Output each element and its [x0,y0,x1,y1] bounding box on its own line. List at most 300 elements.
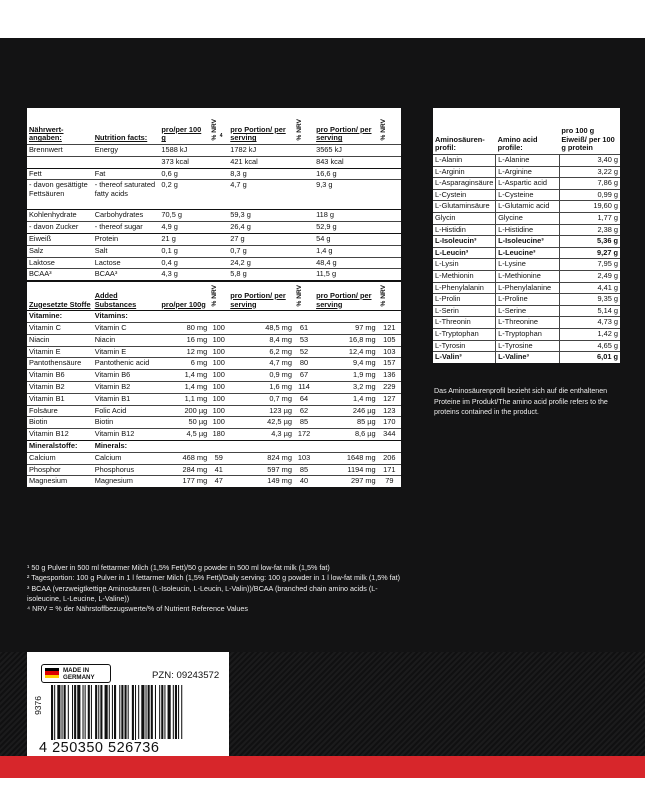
header-en: Nutrition facts: [94,133,148,143]
barcode-bar [62,685,63,739]
value-per-100g: 0,1 g [159,245,209,257]
amino-value: 19,60 g [559,201,620,213]
nutrition-row [27,464,401,476]
header2-de: Zugesetzte Stoffe [27,281,93,311]
barcode-bar [135,685,136,747]
amino-row [433,282,620,294]
header2-en: Added Substances [93,281,160,311]
value-per-100g: 0,4 g [159,257,209,269]
value-serving1: 824 mg [228,452,294,464]
nrv-serving1: 85 [294,417,314,429]
value-serving1: 4,7 mg [228,358,294,370]
nrv-cell [378,257,401,269]
nutrient-name-en: Vitamin C [93,322,160,334]
amino-header-row [433,108,620,155]
nrv-cell [294,269,314,281]
nutrient-name-de: Salz [27,245,93,257]
nrv-cell [209,257,228,269]
value-serving1: 4,7 g [228,180,294,210]
value-per-100g: 468 mg [159,452,209,464]
empty-cell [159,311,209,323]
header2-nrv [209,281,228,311]
barcode-bar [112,685,113,739]
amino-name-en: L-Isoleucine³ [496,236,560,248]
header-serving2: pro Portion/ per serving [316,124,372,143]
section-label-en: Minerals: [93,440,160,452]
amino-value: 9,35 g [559,294,620,306]
value-per-100g: 50 µg [159,417,209,429]
barcode-bar [77,685,80,739]
nrv-cell [209,245,228,257]
nutrient-name-de: Biotin [27,417,93,429]
barcode-label [27,652,229,756]
nrv-serving1: 62 [294,405,314,417]
nutrient-name-de: Eiweiß [27,233,93,245]
nutrition-row [27,180,401,210]
header2-nrv2 [378,281,401,311]
nrv-serving2: 171 [378,464,401,476]
nutrition-row [27,381,401,393]
amino-name-de: L-Methionin [433,270,496,282]
value-per-100g: 373 kcal [159,156,209,168]
section-label-row [27,440,401,452]
nrv-100g: 59 [209,452,228,464]
nrv-serving2: 344 [378,429,401,441]
nutrient-name-en: BCAA³ [93,269,160,281]
nutrient-name-de: Laktose [27,257,93,269]
nrv-cell [294,168,314,180]
nrv-serving1: 53 [294,334,314,346]
amino-acid-note: Das Aminosäurenprofil bezieht sich auf die enthaltenen Proteine im Produkt/The amino acid profile refers to the proteins contained in the product. [434,387,608,416]
nutrient-name-de: Phosphor [27,464,93,476]
amino-name-en: L-Histidine [496,224,560,236]
ean-number: 4 250350 526736 [39,740,160,756]
amino-name-de: L-Asparaginsäure [433,178,496,190]
nutrient-name-en: Folic Acid [93,405,160,417]
value-serving2: 12,4 mg [314,346,378,358]
amino-name-de: L-Glutaminsäure [433,201,496,213]
made-in-text: MADE IN GERMANY [63,667,95,681]
value-per-100g: 6 mg [159,358,209,370]
value-serving1: 8,4 mg [228,334,294,346]
added-substances-header-row [27,281,401,311]
amino-name-de: Glycin [433,212,496,224]
amino-acid-table [433,108,620,363]
nrv-100g: 100 [209,322,228,334]
amino-value: 0,99 g [559,189,620,201]
value-per-100g: 284 mg [159,464,209,476]
footnotes [27,563,401,614]
nutrient-name-de: Vitamin B12 [27,429,93,441]
value-serving2: 97 mg [314,322,378,334]
barcode-bar [74,685,76,739]
value-per-100g: 12 mg [159,346,209,358]
nutrition-row [27,322,401,334]
nutrition-row [27,429,401,441]
nrv-serving2: 121 [378,322,401,334]
nutrition-header-row [27,108,401,145]
amino-name-en: Glycine [496,212,560,224]
nrv-serving1: 103 [294,452,314,464]
amino-name-en: L-Lysine [496,259,560,271]
amino-name-de: L-Tryptophan [433,328,496,340]
nrv-serving2: 105 [378,334,401,346]
nrv-cell [378,269,401,281]
amino-name-en: L-Tyrosine [496,340,560,352]
amino-value: 3,40 g [559,155,620,167]
nrv-cell [294,222,314,234]
nutrition-row [27,370,401,382]
header-nrv: % NRV $^4$ [211,118,223,141]
amino-row [433,270,620,282]
nrv-100g: 100 [209,417,228,429]
nutrient-name-en: Pantothenic acid [93,358,160,370]
barcode-bar [100,685,102,739]
nutrient-name-de: Vitamin B2 [27,381,93,393]
amino-name-en: L-Threonine [496,317,560,329]
nrv-100g: 100 [209,334,228,346]
amino-name-en: L-Aspartic acid [496,178,560,190]
nutrient-name-de: Magnesium [27,476,93,487]
barcode-bar [98,685,99,739]
value-serving2: 9,3 g [314,180,378,210]
barcode-bar [141,685,144,739]
barcode-bar [175,685,177,739]
nutrition-row [27,145,401,157]
nutrition-table [27,108,401,487]
empty-cell [209,311,228,323]
nrv-cell [378,168,401,180]
barcode-bar [164,685,165,739]
value-serving1: 149 mg [228,476,294,487]
value-per-100g: 0,2 g [159,180,209,210]
amino-name-de: L-Prolin [433,294,496,306]
section-label-de: Vitamine: [27,311,93,323]
nrv-cell [294,233,314,245]
nrv-cell [209,156,228,168]
barcode-bar [64,685,66,739]
nrv-100g: 100 [209,393,228,405]
nutrient-name-de: Vitamin E [27,346,93,358]
nrv-cell [209,222,228,234]
nrv-serving1: 85 [294,464,314,476]
amino-name-de: L-Lysin [433,259,496,271]
nutrition-row [27,168,401,180]
value-serving1: 4,3 µg [228,429,294,441]
amino-name-de: L-Valin³ [433,352,496,363]
barcode-bar [91,685,92,739]
amino-row [433,189,620,201]
amino-row [433,340,620,352]
nrv-label: % NRV [379,118,387,141]
nutrition-row [27,405,401,417]
nutrient-name-de: Vitamin B6 [27,370,93,382]
nrv-cell [378,180,401,210]
barcode-bar [68,685,69,739]
nrv-serving1: 61 [294,322,314,334]
header-per100: pro/per 100 g [161,124,202,143]
barcode-bar [72,685,73,739]
barcode-bar [83,685,84,739]
nrv-cell [378,233,401,245]
amino-header-de: Aminosäuren-profil: [435,134,485,153]
amino-row [433,224,620,236]
nrv-cell [294,145,314,157]
nrv-cell [294,210,314,222]
barcode-bar [54,685,55,747]
value-per-100g: 177 mg [159,476,209,487]
nrv-cell [294,156,314,168]
barcode-bar [138,685,139,739]
nutrition-row [27,452,401,464]
amino-value: 1,77 g [559,212,620,224]
nrv-label: % NRV [379,285,387,307]
barcode-bar [109,685,110,739]
header-de: Nährwert-angaben: [29,124,64,143]
nutrition-row [27,257,401,269]
nrv-100g: 100 [209,405,228,417]
nutrient-name-en: Protein [93,233,160,245]
nutrient-name-de: Pantothensäure [27,358,93,370]
nrv-cell [378,145,401,157]
empty-cell [294,311,314,323]
section-label-row [27,311,401,323]
amino-row [433,212,620,224]
amino-value: 4,65 g [559,340,620,352]
amino-row [433,259,620,271]
amino-name-de: L-Cystein [433,189,496,201]
nutrient-name-en: Calcium [93,452,160,464]
amino-name-en: L-Cysteine [496,189,560,201]
nutrient-name-en: Phosphorus [93,464,160,476]
german-flag-icon [45,668,59,678]
nutrition-row [27,222,401,234]
amino-value: 5,36 g [559,236,620,248]
nutrient-name-en: Lactose [93,257,160,269]
nutrient-name-en: Magnesium [93,476,160,487]
amino-row [433,155,620,167]
nutrient-name-de: Brennwert [27,145,93,157]
nutrient-name-en: Niacin [93,334,160,346]
amino-name-en: L-Serine [496,305,560,317]
barcode-bar [181,685,182,739]
value-serving1: 1,6 mg [228,381,294,393]
empty-cell [378,440,401,452]
nutrition-row [27,269,401,281]
empty-cell [294,440,314,452]
nutrient-name-en: Fat [93,168,160,180]
nrv-cell [294,245,314,257]
amino-name-en: L-Methionine [496,270,560,282]
nutrition-row [27,346,401,358]
amino-value: 7,86 g [559,178,620,190]
empty-cell [209,440,228,452]
value-serving1: 27 g [228,233,294,245]
value-serving2: 8,6 µg [314,429,378,441]
nutrition-row [27,334,401,346]
value-serving1: 5,8 g [228,269,294,281]
amino-name-en: L-Alanine [496,155,560,167]
nutrient-name-en: Vitamin B12 [93,429,160,441]
nutrient-name-en: Vitamin B6 [93,370,160,382]
value-per-100g: 1588 kJ [159,145,209,157]
footnote-3: ³ BCAA (verzweigtkettige Aminosäuren (L-Isoleucin, L-Leucin, L-Valin))/BCAA (branched chain amino acids (L-isoleucine, L-Leucine, L-Valine)) [27,583,378,603]
value-per-100g: 21 g [159,233,209,245]
nrv-cell [209,180,228,210]
nutrient-name-en: Biotin [93,417,160,429]
value-serving2: 1194 mg [314,464,378,476]
header2-serving2: pro Portion/ per serving [314,281,378,311]
nrv-serving2: 170 [378,417,401,429]
amino-row [433,328,620,340]
value-serving1: 0,7 g [228,245,294,257]
value-serving1: 421 kcal [228,156,294,168]
nrv-serving1: 64 [294,393,314,405]
amino-name-en: L-Proline [496,294,560,306]
nrv-serving2: 229 [378,381,401,393]
nutrient-name-en: Vitamin B1 [93,393,160,405]
barcode-bar [114,685,116,739]
nutrient-name-en: Carbohydrates [93,210,160,222]
nrv-100g: 100 [209,370,228,382]
nutrient-name-en: - thereof saturated fatty acids [93,180,160,210]
amino-header-per: pro 100 g Eiweiß/ per 100 g protein [561,126,615,153]
footnote-1: ¹ 50 g Pulver in 500 ml fettarmer Milch (1,5% Fett)/50 g powder in 500 ml low-fat milk (1,5% fat) [27,563,330,572]
nrv-100g: 180 [209,429,228,441]
nutrient-name-de: Calcium [27,452,93,464]
value-serving2: 16,8 mg [314,334,378,346]
barcode-bar [161,685,163,739]
amino-value: 2,38 g [559,224,620,236]
empty-cell [314,440,378,452]
nrv-100g: 100 [209,358,228,370]
nrv-serving2: 123 [378,405,401,417]
value-serving1: 8,3 g [228,168,294,180]
amino-value: 5,14 g [559,305,620,317]
nutrient-name-en: Salt [93,245,160,257]
nutrition-row [27,210,401,222]
nrv-100g: 41 [209,464,228,476]
pzn-number: PZN: 09243572 [152,670,220,681]
nrv-serving2: 157 [378,358,401,370]
value-serving1: 26,4 g [228,222,294,234]
barcode-bar [88,685,90,739]
nrv-100g: 100 [209,346,228,358]
nutrient-name-de: Kohlenhydrate [27,210,93,222]
value-serving2: 54 g [314,233,378,245]
nrv-label: % NRV [295,285,303,307]
barcode-bar [125,685,127,739]
header2-nrv1 [294,281,314,311]
barcode-bar [178,685,179,739]
barcode-bar [128,685,129,739]
amino-value: 4,41 g [559,282,620,294]
nrv-cell [294,257,314,269]
value-per-100g: 1,1 mg [159,393,209,405]
red-stripe [0,756,645,778]
nutrient-name-de: - davon Zucker [27,222,93,234]
nrv-serving2: 127 [378,393,401,405]
nrv-cell [209,168,228,180]
nutrition-row [27,358,401,370]
value-serving2: 9,4 mg [314,358,378,370]
amino-value: 7,95 g [559,259,620,271]
empty-cell [228,311,294,323]
nutrition-row [27,233,401,245]
barcode-bar [168,685,171,739]
header-serving1: pro Portion/ per serving [230,124,286,143]
amino-value: 9,27 g [559,247,620,259]
nutrient-name-en: Vitamin B2 [93,381,160,393]
barcode-bar [85,685,86,739]
nrv-serving1: 52 [294,346,314,358]
nutrient-name-de: Fett [27,168,93,180]
nutrition-row [27,476,401,487]
nrv-cell [378,245,401,257]
value-serving2: 1,9 mg [314,370,378,382]
barcode-bar [146,685,147,739]
value-serving1: 123 µg [228,405,294,417]
nrv-serving1: 80 [294,358,314,370]
value-per-100g: 200 µg [159,405,209,417]
nrv-label: % NRV [295,118,303,141]
amino-row [433,317,620,329]
nrv-label: % NRV [211,118,219,141]
barcode-bars [47,685,223,747]
value-serving1: 48,5 mg [228,322,294,334]
made-in-germany-badge [41,664,111,683]
value-per-100g: 4,3 g [159,269,209,281]
value-serving2: 3,2 mg [314,381,378,393]
barcode-bar [173,685,174,739]
value-per-100g: 16 mg [159,334,209,346]
barcode-bar [151,685,153,739]
amino-name-en: L-Leucine³ [496,247,560,259]
footnote-4: ⁴ NRV = % der Nährstoffbezugswerte/% of Nutrient Reference Values [27,604,249,614]
barcode-bar [95,685,97,739]
nrv-100g: 47 [209,476,228,487]
amino-name-de: L-Leucin³ [433,247,496,259]
nrv-cell [378,210,401,222]
amino-name-de: L-Histidin [433,224,496,236]
nrv-serving2: 206 [378,452,401,464]
nutrient-name-de: Vitamin B1 [27,393,93,405]
value-serving1: 6,2 mg [228,346,294,358]
header-nrv1 [294,108,314,145]
nutrient-name-de: Niacin [27,334,93,346]
value-serving1: 597 mg [228,464,294,476]
amino-name-en: L-Valine³ [496,352,560,363]
amino-name-de: L-Tyrosin [433,340,496,352]
value-serving2: 3565 kJ [314,145,378,157]
value-serving2: 52,9 g [314,222,378,234]
nutrient-name-de: - davon gesättigte Fettsäuren [27,180,93,210]
value-serving2: 11,5 g [314,269,378,281]
nrv-serving2: 79 [378,476,401,487]
empty-cell [314,311,378,323]
amino-name-de: L-Arginin [433,166,496,178]
amino-name-de: L-Isoleucin³ [433,236,496,248]
nrv-serving1: 67 [294,370,314,382]
amino-row [433,352,620,363]
nutrition-row [27,393,401,405]
value-serving1: 0,9 mg [228,370,294,382]
amino-name-en: L-Glutamic acid [496,201,560,213]
nrv-serving2: 103 [378,346,401,358]
nrv-cell [378,156,401,168]
value-serving1: 42,5 µg [228,417,294,429]
value-per-100g: 80 mg [159,322,209,334]
